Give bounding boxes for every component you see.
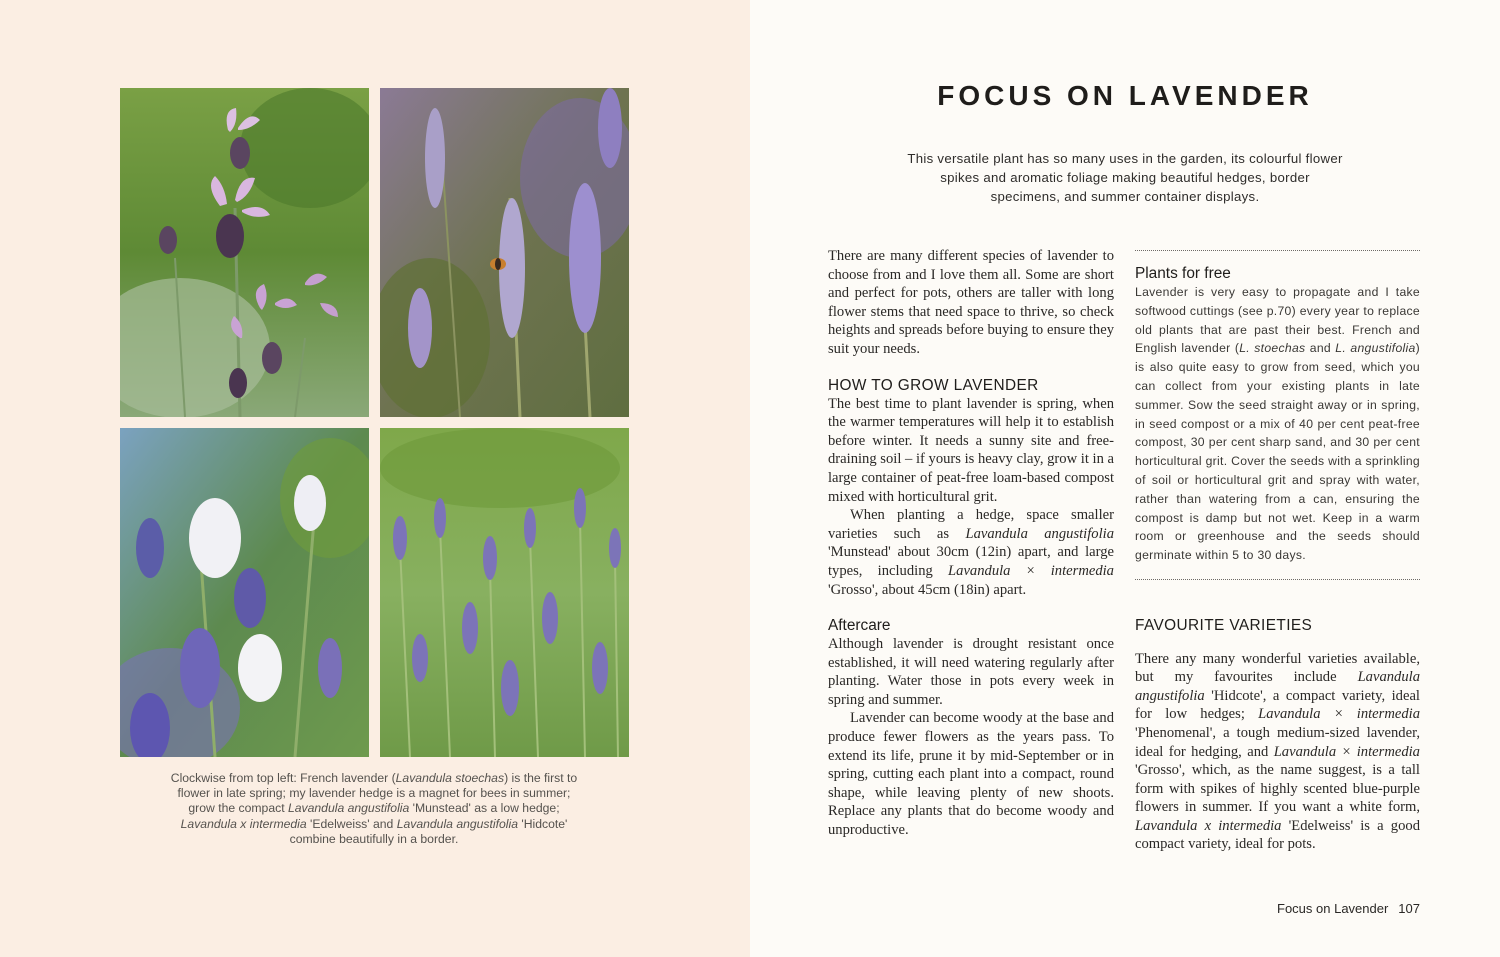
aftercare-paragraph-1: Although lavender is drought resistant once established, it will need watering regularly after planting. Water those in pots every week in spring and summer.: [828, 636, 1114, 708]
intro-text: This versatile plant has so many uses in the garden, its colourful flower spikes and aromatic foliage making beautiful hedges, border specimens, and summer container displays.: [907, 151, 1343, 204]
grow-paragraph-2: When planting a hedge, space smaller varieties such as Lavandula angustifolia 'Munstead' about 30cm (12in) apart, and large types, including Lavandula × intermedia 'Grosso', about 45cm (18in) apart.: [828, 507, 1114, 598]
right-page: [750, 0, 1500, 957]
lavender-hedge-bee-photo: [380, 88, 629, 417]
favourite-varieties-heading: FAVOURITE VARIETIES: [1135, 616, 1313, 634]
how-to-grow-heading: HOW TO GROW LAVENDER: [828, 376, 1039, 394]
plants-for-free-heading: Plants for free: [1135, 265, 1231, 282]
aftercare-paragraph-2: Lavender can become woody at the base and produce fewer flowers as the years pass. To extend its life, prune it by mid-September or in spring, cutting each plant into a compact, round shape, while leaving plenty of new shoots. Replace any plants that do become woody and unproductive.: [828, 710, 1114, 839]
dotted-divider-top: [1135, 250, 1420, 251]
page-footer: [1277, 901, 1420, 916]
edelweiss-hidcote-photo: [120, 428, 369, 757]
sidebar-column: [1135, 250, 1420, 869]
running-title: Focus on Lavender: [1277, 901, 1389, 916]
favourite-varieties-text: There any many wonderful varieties available, but my favourites include Lavandula angustifolia 'Hidcote', a compact variety, ideal for low hedges; Lavandula × intermedia 'Phenomenal', a tough medium-sized lavender, ideal for hedging, and Lavandula × intermedia 'Grosso', which, as the name suggest, is a tall form with spikes of highly scented blue-purple flowers in summer. If you want a white form, Lavandula x intermedia 'Edelweiss' is a good compact variety, ideal for pots.: [1135, 650, 1420, 853]
munstead-hedge-photo: [380, 428, 629, 757]
aftercare-heading: Aftercare: [828, 617, 891, 635]
photo-caption: Clockwise from top left: French lavender (Lavandula stoechas) is the first to flower in late spring; my lavender hedge is a magnet for bees in summer; grow the compact Lavandula angustifolia 'Munstead' as a low hedge; Lavandula x intermedia 'Edelweiss' and Lavandula angustifolia 'Hidcote' combine beautifully in a border.: [170, 771, 578, 846]
main-column: [828, 247, 1114, 840]
page-number: 107: [1398, 901, 1420, 916]
plants-for-free-text: Lavender is very easy to propagate and I take softwood cuttings (see p.70) every year to replace old plants that are past their best. French and English lavender (L. stoechas and L. angustifolia) is also quite easy to grow from seed, which you can collect from your existing plants in late summer. Sow the seed straight away or in spring, in seed compost or a mix of 40 per cent peat-free compost, 30 per cent sharp sand, and 30 per cent horticultural grit. Cover the seeds with a sprinkling of soil or horticultural grit and spray with water, rather than watering from a can, ensuring the compost is damp but not wet. Keep in a warm room or greenhouse and the seeds should germinate within 5 to 30 days.: [1135, 285, 1420, 563]
grow-paragraph-1: The best time to plant lavender is spring, when the warmer temperatures will help it to establish before winter. It needs a sunny site and free-draining soil – if yours is heavy clay, grow it in a large container of peat-free loam-based compost mixed with horticultural grit.: [828, 395, 1115, 505]
french-lavender-photo: [120, 88, 369, 417]
opening-paragraph: There are many different species of lavender to choose from and I love them all. Some are short and perfect for pots, others are taller with long flower stems that need space to thrive, so check heights and spreads before buying to ensure they suit your needs.: [828, 248, 1114, 357]
page-title: FOCUS ON LAVENDER: [937, 80, 1313, 111]
